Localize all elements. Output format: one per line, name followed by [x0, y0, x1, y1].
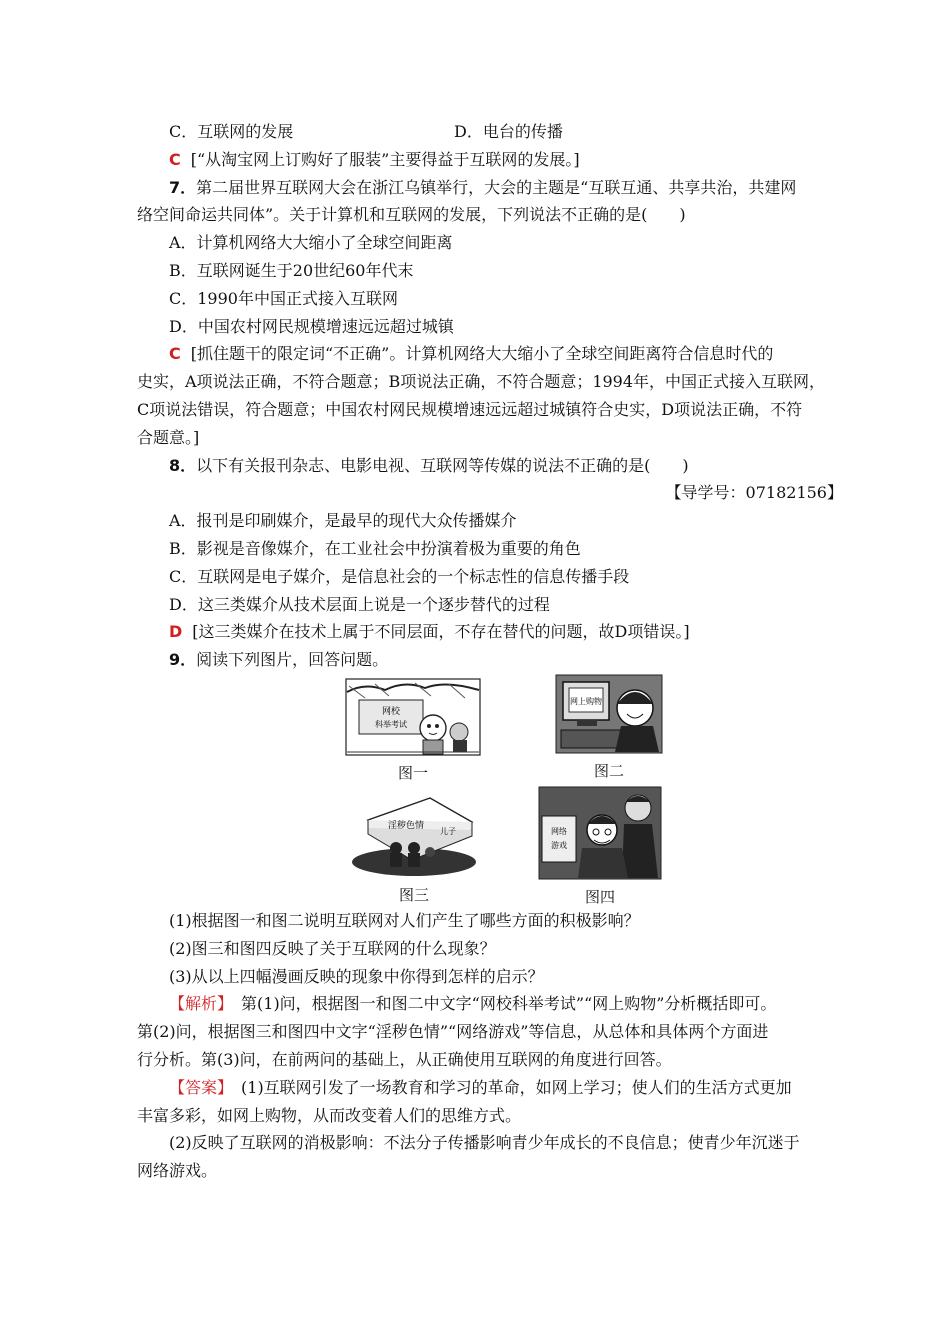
text-line: 史实，A项说法正确，不符合题意；B项说法正确，不符合题意；1994年，中国正式接入互联网， [137, 372, 826, 392]
cartoon-online-game-image [538, 786, 662, 880]
text-line: B．影视是音像媒介，在工业社会中扮演着极为重要的角色 [169, 538, 581, 558]
cartoon-school-exam-image [345, 678, 481, 756]
answer-line [137, 146, 843, 174]
svg-text:淫秽色情: 淫秽色情 [387, 820, 425, 831]
text-line: 丰富多彩，如网上购物，从而改变着人们的思维方式。 [137, 1105, 522, 1125]
text-line: D．中国农村网民规模增速远远超过城镇 [169, 316, 454, 336]
bottom-text-block [137, 907, 843, 1185]
option-row [137, 118, 843, 146]
answer-explanation: [“从淘宝网上订购好了服装”主要得益于互联网的发展。] [190, 149, 580, 169]
question-text: 以下有关报刊杂志、电影电视、互联网等传媒的说法不正确的是( ) [196, 455, 689, 475]
figure-1-caption: 图一 [397, 763, 428, 782]
content-column [137, 118, 843, 1185]
svg-text:游戏: 游戏 [551, 840, 567, 850]
svg-text:儿子: 儿子 [440, 826, 456, 836]
section-tag: 【答案】 [169, 1077, 226, 1097]
cartoon-pornography-image [350, 790, 478, 878]
figure-3 [350, 790, 478, 905]
svg-text:网络: 网络 [551, 826, 567, 836]
text-line: A．报刊是印刷媒介，是最早的现代大众传播媒介 [169, 511, 517, 531]
answer-line [137, 618, 843, 646]
question-line [137, 452, 843, 480]
svg-text:科举考试: 科举考试 [375, 719, 407, 729]
tagged-line [137, 990, 843, 1018]
text-line: 第(2)问，根据图三和图四中文字“淫秽色情”“网络游戏”等信息，从总体和具体两个方面进 [137, 1022, 769, 1042]
question-number: 8． [169, 455, 197, 475]
text-line: 行分析。第(3)问，在前两问的基础上，从正确使用互联网的角度进行回答。 [137, 1049, 672, 1069]
option-item: D．电台的传播 [454, 122, 563, 141]
figure-grid [137, 674, 843, 907]
figure-3-caption: 图三 [398, 885, 429, 904]
figure-1 [345, 678, 481, 783]
text-line: 合题意。] [137, 427, 200, 447]
figure-2 [555, 674, 663, 781]
answer-letter: C [169, 149, 181, 169]
answer-explanation: [这三类媒介在技术上属于不同层面，不存在替代的问题，故D项错误。] [192, 622, 690, 642]
answer-line [137, 340, 843, 368]
question-text: 阅读下列图片，回答问题。 [196, 650, 389, 670]
section-text: (1)互联网引发了一场教育和学习的革命，如网上学习；使人们的生活方式更加 [225, 1077, 792, 1097]
tagged-line [137, 1074, 843, 1102]
section-tag: 【解析】 [169, 994, 226, 1014]
figure-4-caption: 图四 [584, 887, 615, 906]
text-line: (2)反映了互联网的消极影响：不法分子传播影响青少年成长的不良信息；使青少年沉迷于 [169, 1133, 800, 1153]
question-number: 9． [169, 650, 197, 670]
guide-number: 【导学号：07182156】 [665, 483, 843, 503]
answer-letter: D [169, 622, 183, 642]
figure-2-caption: 图二 [593, 761, 624, 780]
text-line: (2)图三和图四反映了关于互联网的什么现象？ [169, 938, 496, 958]
svg-text:网上购物: 网上购物 [570, 696, 602, 706]
section-text: 第(1)问，根据图一和图二中文字“网校科举考试”“网上购物”分析概括即可。 [225, 994, 777, 1014]
text-line: C．1990年中国正式接入互联网 [169, 288, 398, 308]
figure-4 [538, 786, 662, 907]
option-item: C．互联网的发展 [169, 122, 294, 141]
text-line: 网络游戏。 [137, 1161, 218, 1181]
question-line [137, 174, 843, 202]
text-line: (1)根据图一和图二说明互联网对人们产生了哪些方面的积极影响？ [169, 910, 640, 930]
svg-text:网校: 网校 [381, 706, 401, 717]
text-line: B．互联网诞生于20世纪60年代末 [169, 260, 414, 280]
text-line: D．这三类媒介从技术层面上说是一个逐步替代的过程 [169, 594, 550, 614]
answer-letter: C [169, 344, 181, 364]
top-text-block [137, 118, 843, 674]
question-number: 7． [169, 177, 197, 197]
question-line [137, 646, 843, 674]
question-text: 第二届世界互联网大会在浙江乌镇举行，大会的主题是“互联互通、共享共治，共建网 [196, 177, 797, 197]
cartoon-online-shopping-image [555, 674, 663, 754]
text-line: 络空间命运共同体”。关于计算机和互联网的发展，下列说法不正确的是( ) [137, 205, 686, 225]
text-line: A．计算机网络大大缩小了全球空间距离 [169, 233, 453, 253]
text-line: C项说法错误，符合题意；中国农村网民规模增速远远超过城镇符合史实，D项说法正确，不符 [137, 399, 803, 419]
answer-explanation: [抓住题干的限定词“不正确”。计算机网络大大缩小了全球空间距离符合信息时代的 [190, 344, 774, 364]
text-line: C．互联网是电子媒介，是信息社会的一个标志性的信息传播手段 [169, 566, 630, 586]
text-line: (3)从以上四幅漫画反映的现象中你得到怎样的启示？ [169, 966, 544, 986]
